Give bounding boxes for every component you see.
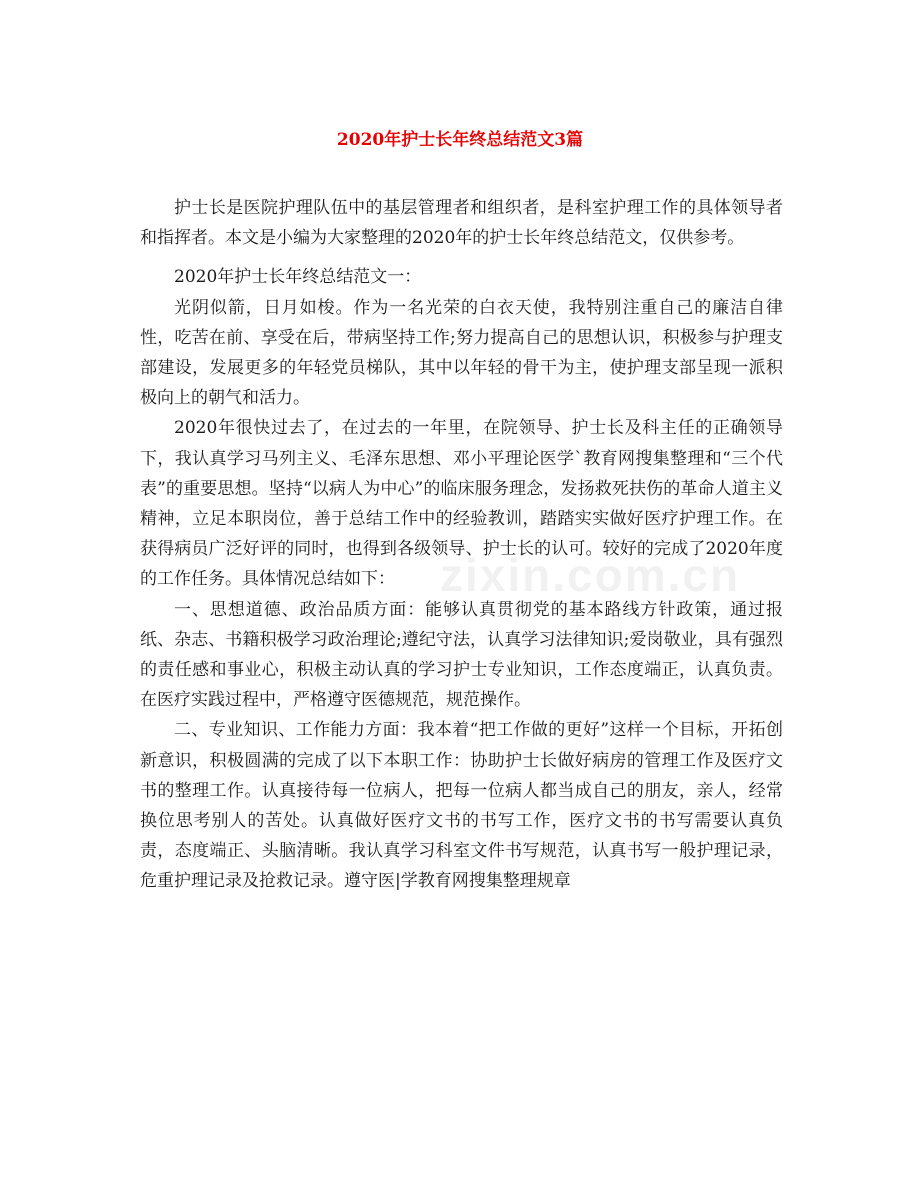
watermark-text: zixin.com.cn (440, 549, 741, 601)
body-paragraph: 2020年很快过去了，在过去的一年里，在院领导、护士长及科主任的正确领导下，我认真学习马列主义、毛泽东思想、邓小平理论医学`教育网搜集整理和“三个代表”的重要思想。坚持“以病人为中心”的临床服务理念，发扬救死扶伤的革命人道主义精神，立足本职岗位，善于总结工作中的经验教训，踏踏实实做好医疗护理工作。在获得病员广泛好评的同时，也得到各级领导、护士长的认可。较好的完成了2020年度的工作任务。具体情况总结如下： (140, 418, 783, 590)
section-heading: 2020年护士长年终总结范文一： (174, 267, 422, 288)
body-paragraph: 一、思想道德、政治品质方面：能够认真贯彻党的基本路线方针政策，通过报纸、杂志、书籍积极学习政治理论;遵纪守法，认真学习法律知识;爱岗敬业，具有强烈的责任感和事业心，积极主动认真的学习护士专业知识，工作态度端正，认真负责。在医疗实践过程中，严格遵守医德规范，规范操作。 (140, 599, 783, 711)
intro-paragraph: 护士长是医院护理队伍中的基层管理者和组织者，是科室护理工作的具体领导者和指挥者。本文是小编为大家整理的2020年的护士长年终总结范文，仅供参考。 (140, 198, 783, 249)
document-title: 2020年护士长年终总结范文3篇 (336, 130, 584, 150)
document-body (140, 193, 783, 897)
body-paragraph: 光阴似箭，日月如梭。作为一名光荣的白衣天使，我特别注重自己的廉洁自律性，吃苦在前、享受在后，带病坚持工作;努力提高自己的思想认识，积极参与护理支部建设，发展更多的年轻党员梯队，其中以年轻的骨干为主，使护理支部呈现一派积极向上的朝气和活力。 (140, 297, 783, 409)
body-paragraph: 二、专业知识、工作能力方面：我本着“把工作做的更好”这样一个目标，开拓创新意识，积极圆满的完成了以下本职工作：协助护士长做好病房的管理工作及医疗文书的整理工作。认真接待每一位病人，把每一位病人都当成自己的朋友，亲人，经常换位思考别人的苦处。认真做好医疗文书的书写工作，医疗文书的书写需要认真负责，态度端正、头脑清晰。我认真学习科室文件书写规范，认真书写一般护理记录，危重护理记录及抢救记录。遵守医|学教育网搜集整理规章 (140, 720, 783, 892)
